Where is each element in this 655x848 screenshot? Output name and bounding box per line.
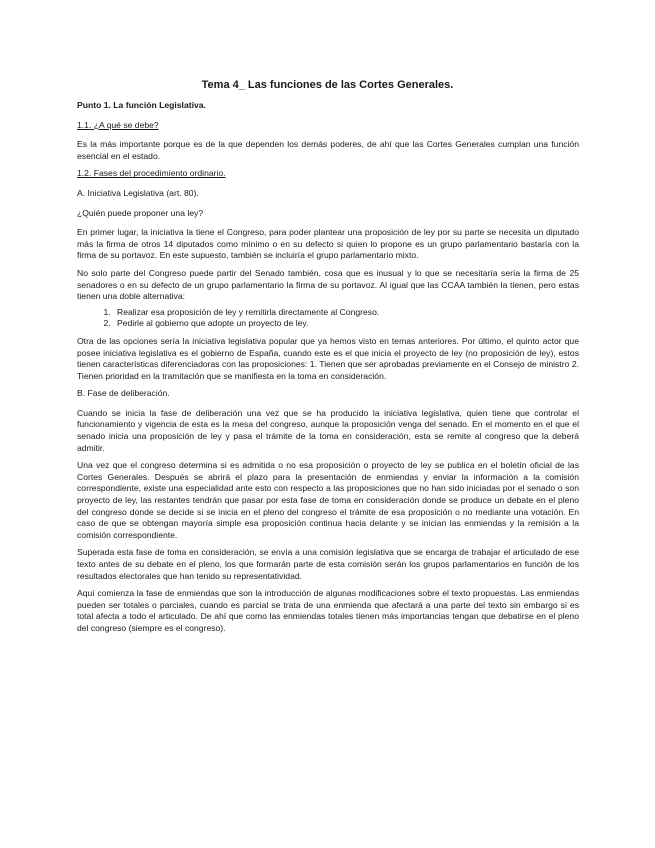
- question-line: ¿Quién puede proponer una ley?: [77, 207, 204, 218]
- paragraph-amendments: Aquí comienza la fase de enmiendas que son la introducción de algunas modificaciones sobre el texto propuestas. Las enmiendas pueden ser totales o parciales, cuando es parcial se trata de una enmienda que afectará a una parte del texto sin embargo si es total afecta a todo el articulado. De ahí que como las enmiendas totales tienen más importancias tengan que debatirse en el pleno del congreso (siempre es el congreso).: [77, 588, 579, 633]
- subsection-heading-1-2: 1.2. Fases del procedimiento ordinario.: [77, 168, 226, 179]
- document-body: [77, 100, 579, 641]
- paragraph-senado-initiative: No solo parte del Congreso puede partir del Senado también, cosa que es inusual y lo que se necesitaría sería la firma de 25 senadores o en su defecto de un grupo parlamentario la firma de su portavoz. Al igual que las CCAA también la tienen, pero estas tienen una doble alternativa:: [77, 267, 579, 302]
- paragraph-commission: Superada esta fase de toma en consideración, se envía a una comisión legislativa que se encarga de trabajar el articulado de ese texto antes de su debate en el pleno, los que formarán parte de esta comisión serán los grupos parlamentarios en función de los resultados electorales que han tenido su representatividad.: [77, 547, 579, 581]
- page-title: Tema 4_ Las funciones de las Cortes Generales.: [201, 79, 454, 91]
- list-item: 2. Pedirle al gobierno que adopte un proyecto de ley.: [113, 318, 579, 330]
- ccaa-alternatives-list: [77, 307, 579, 330]
- paragraph-admission: Una vez que el congreso determina si es admitida o no esa proposición o proyecto de ley se publica en el boletín oficial de las Cortes Generales. Después se abrirá el plazo para la presentación de enmiendas y enviar la información a la comisión correspondiente, existe una especialidad ante esto con respecto a las proposiciones que no han sido iniciadas por el senado o son proyecto de ley, las restantes tendrán que pasar por esta fase de toma en consideración donde se produce un debate en el pleno del congreso donde se decide si se inicia en el pleno del congreso el trámite de esa proposición o no mediante una votación. En caso de que se obtengan mayoría simple esa proposición continua hacia delante y se inician las enmiendas y la remisión a la comisión correspondiente.: [77, 460, 579, 540]
- subsection-heading-1-1: 1.1. ¿A qué se debe?: [77, 119, 159, 130]
- paragraph-importance: Es la más importante porque es de la que dependen los demás poderes, de ahí que las Cortes Generales cumplan una función esencial en el estado.: [77, 139, 579, 161]
- phase-a-heading: A. Iniciativa Legislativa (art. 80).: [77, 187, 199, 198]
- section-heading: Punto 1. La función Legislativa.: [77, 100, 206, 110]
- paragraph-popular-initiative: Otra de las opciones sería la iniciativa legislativa popular que ya hemos visto en temas anteriores. Por último, el quinto actor que posee iniciativa legislativa es el gobierno de España, cuando este es el que inicia el proyecto de ley (no proposición de ley), estos tienen características diferenciadoras con las proposiciones: 1. Tienen que ser aprobadas previamente en el Consejo de ministro 2. Tienen prioridad en la tramitación que se manifiesta en la toma en consideración.: [77, 335, 579, 381]
- paragraph-deliberation: Cuando se inicia la fase de deliberación una vez que se ha producido la iniciativa legislativa, quien tiene que controlar el funcionamiento y vigencia de esta es la mesa del congreso, aunque la proposición venga del senado. En el momento en el que el senado inicia una proposición de ley y pasa el trámite de la toma en consideración, esta se remite al congreso que la deberá admitir.: [77, 407, 579, 453]
- paragraph-congreso-initiative: En primer lugar, la iniciativa la tiene el Congreso, para poder plantear una proposición de ley por su parte se necesita un diputado más la firma de otros 14 diputados como mínimo o en su defecto si quien lo propone es un grupo parlamentario bastaría con la firma de su portavoz. En este supuesto, también se incluiría el grupo parlamentario mixto.: [77, 227, 579, 261]
- phase-b-heading: B. Fase de deliberación.: [77, 388, 170, 399]
- list-item: 1. Realizar esa proposición de ley y remitirla directamente al Congreso.: [113, 307, 579, 319]
